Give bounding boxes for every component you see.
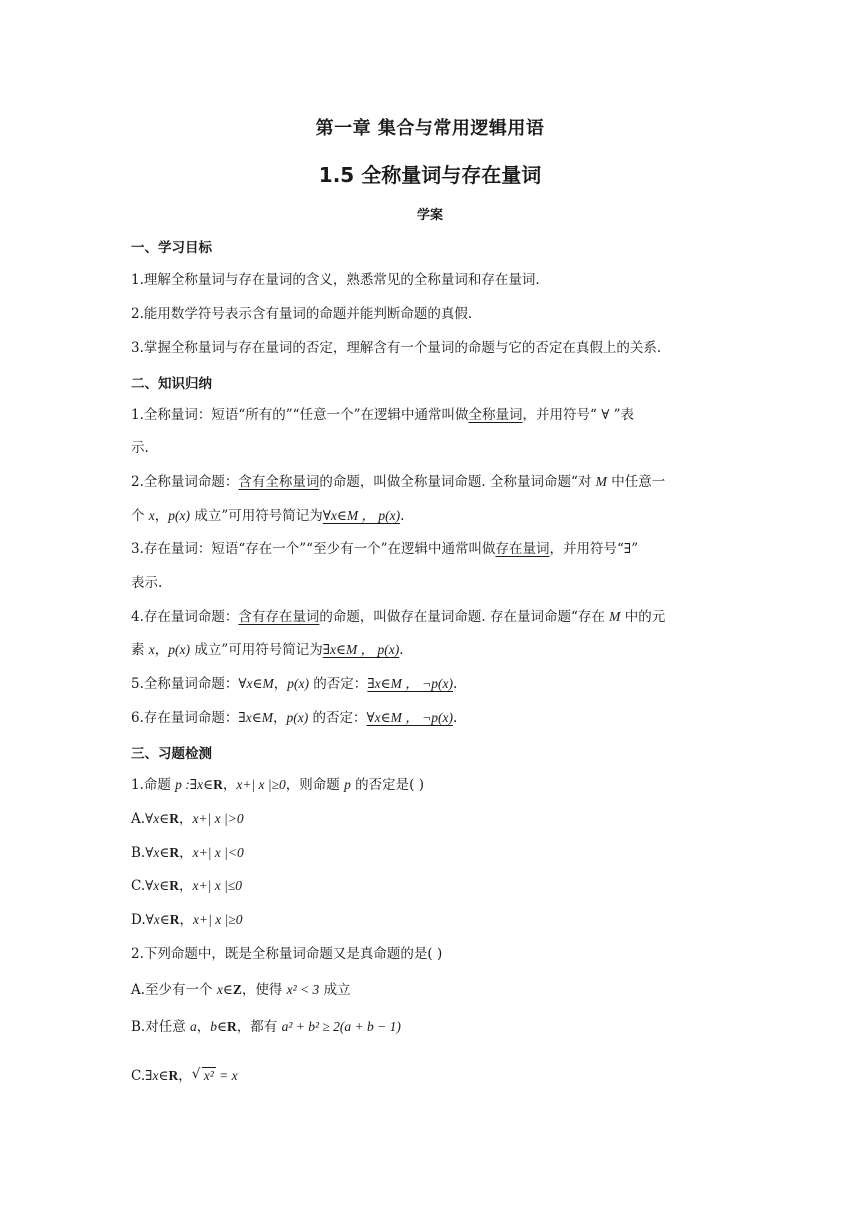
underlined-answer: 含有存在量词 [238, 609, 320, 625]
underlined-answer: ∃x∈M ， p(x) [322, 642, 400, 657]
underlined-answer: ∃x∈M ， ¬p(x) [367, 676, 453, 691]
knowledge-2-line2: 个 x，p(x) 成立”可用符号简记为∀x∈M ， p(x). [131, 508, 405, 524]
question-2-option-a: A.至少有一个 x∈Z，使得 x² < 3 成立 [131, 982, 351, 998]
goal-3: 3.掌握全称量词与存在量词的否定，理解含有一个量词的命题与它的否定在真假上的关系. [131, 340, 662, 356]
heading-exercises: 三、习题检测 [131, 746, 212, 762]
underlined-answer: 存在量词 [495, 541, 550, 557]
knowledge-5: 5.全称量词命题：∀x∈M，p(x) 的否定：∃x∈M ， ¬p(x). [131, 676, 458, 692]
goal-1: 1.理解全称量词与存在量词的含义，熟悉常见的全称量词和存在量词. [131, 272, 540, 288]
knowledge-3-line1: 3.存在量词：短语“存在一个”“至少有一个”在逻辑中通常叫做存在量词，并用符号“∃” [131, 541, 639, 557]
question-1-stem: 1.命题 p :∃x∈R，x+| x |≥0，则命题 p 的否定是( ) [131, 777, 424, 793]
knowledge-6: 6.存在量词命题：∃x∈M，p(x) 的否定：∀x∈M ， ¬p(x). [131, 710, 458, 726]
question-1-option-b: B.∀x∈R，x+| x |<0 [131, 845, 244, 861]
question-1-option-a: A.∀x∈R，x+| x |>0 [131, 811, 244, 827]
goal-2: 2.能用数学符号表示含有量词的命题并能判断命题的真假. [131, 306, 473, 322]
chapter-title: 第一章 集合与常用逻辑用语 [315, 118, 545, 139]
underlined-answer: ∀x∈M ， ¬p(x) [366, 710, 453, 725]
knowledge-4-line2: 素 x，p(x) 成立”可用符号简记为∃x∈M ， p(x). [131, 642, 404, 658]
question-2-option-b: B.对任意 a，b∈R，都有 a² + b² ≥ 2(a + b − 1) [131, 1019, 401, 1035]
underlined-answer: 全称量词 [468, 407, 523, 423]
underlined-answer: ∀x∈M ， p(x) [322, 508, 401, 523]
heading-learning-goals: 一、学习目标 [131, 240, 212, 256]
knowledge-2-line1: 2.全称量词命题：含有全称量词的命题，叫做全称量词命题. 全称量词命题“对 M 中任意一 [131, 474, 666, 490]
knowledge-4-line1: 4.存在量词命题：含有存在量词的命题，叫做存在量词命题. 存在量词命题“存在 M 中的元 [131, 609, 666, 625]
subtitle: 学案 [416, 208, 443, 223]
knowledge-3-line2: 表示. [131, 575, 163, 591]
question-2-option-c: C.∃x∈R， √ x² = x [131, 1066, 238, 1084]
knowledge-1-line2: 示. [131, 440, 149, 456]
question-1-option-c: C.∀x∈R，x+| x |≤0 [131, 878, 242, 894]
square-root: √ x² [191, 1066, 214, 1083]
underlined-answer: 含有全称量词 [238, 474, 320, 490]
knowledge-1-line1: 1.全称量词：短语“所有的”“任意一个”在逻辑中通常叫做全称量词，并用符号“ ∀ ”表 [131, 407, 635, 423]
heading-knowledge: 二、知识归纳 [131, 376, 212, 392]
question-1-option-d: D.∀x∈R，x+| x |≥0 [131, 912, 243, 928]
question-2-stem: 2.下列命题中，既是全称量词命题又是真命题的是( ) [131, 946, 443, 962]
section-title: 1.5 全称量词与存在量词 [318, 163, 542, 187]
